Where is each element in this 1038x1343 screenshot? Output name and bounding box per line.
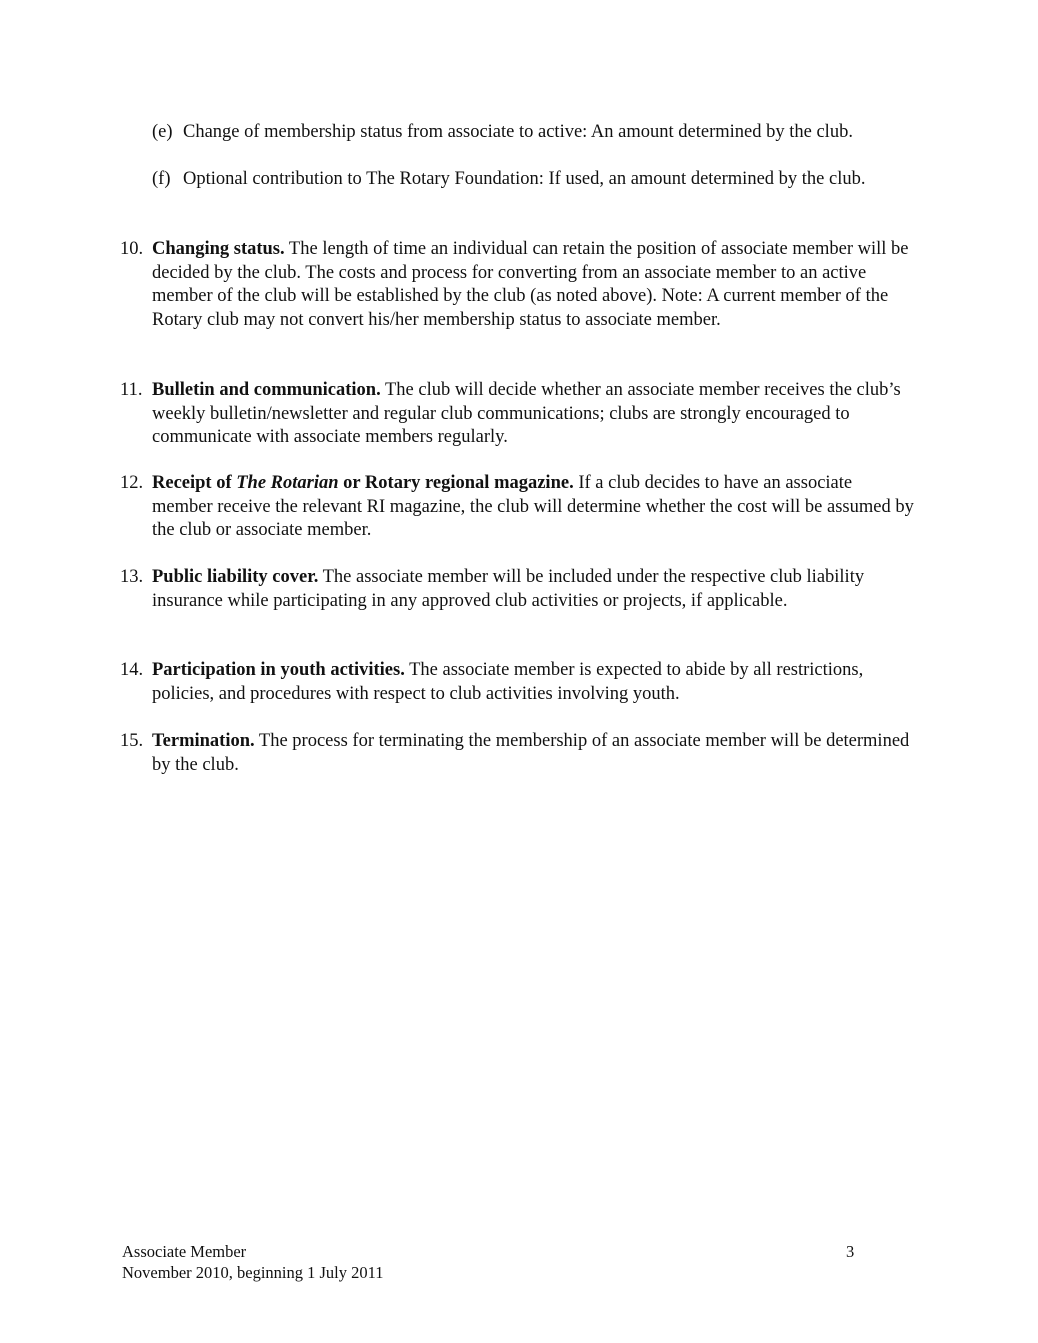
item-heading: Bulletin and communication. <box>152 380 381 400</box>
list-subitem-f <box>152 168 912 192</box>
item-number: 15. <box>120 731 144 751</box>
item-text: The associate member is expected to abide by all restrictions, policies, and procedures with respect to club activities involving youth. <box>152 660 864 704</box>
item-heading: Participation in youth activities. <box>152 660 405 680</box>
subitem-text: Change of membership status from associate to active: An amount determined by the club. <box>183 122 853 142</box>
item-body <box>152 659 915 706</box>
footer-date: November 2010, beginning 1 July 2011 <box>122 1263 384 1282</box>
item-heading: Changing status. <box>152 239 285 259</box>
item-heading: Termination. <box>152 731 255 751</box>
page-footer <box>122 1241 862 1283</box>
list-item-12 <box>120 472 915 543</box>
list-item-14 <box>120 659 915 706</box>
list-subitem-e <box>152 121 912 145</box>
item-number: 14. <box>120 660 144 680</box>
subitem-label: (e) <box>152 122 173 142</box>
list-item-10 <box>120 238 915 332</box>
magazine-title: The Rotarian <box>236 473 339 493</box>
heading-part: or Rotary regional magazine. <box>338 473 574 493</box>
item-number: 10. <box>120 239 144 259</box>
item-body <box>152 472 915 543</box>
item-text: The length of time an individual can retain the position of associate member will be decided by the club. The costs and process for converting from an associate member to an active member of the club will be established by the club (as noted above). Note: A current member of the Rotary club may not convert his/her membership status to associate member. <box>152 239 909 330</box>
item-body <box>152 379 915 450</box>
subitem-label: (f) <box>152 169 171 189</box>
footer-title: Associate Member <box>122 1242 247 1261</box>
item-text: The associate member will be included under the respective club liability insurance while participating in any approved club activities or projects, if applicable. <box>152 567 865 611</box>
list-item-15 <box>120 730 915 777</box>
list-item-11 <box>120 379 915 450</box>
item-number: 12. <box>120 473 144 493</box>
page-number: 3 <box>846 1242 855 1261</box>
item-text: The process for terminating the membership of an associate member will be determined by the club. <box>152 731 910 775</box>
list-item-13 <box>120 566 915 613</box>
item-heading <box>152 473 574 493</box>
item-body <box>152 566 915 613</box>
item-text: The club will decide whether an associate member receives the club’s weekly bulletin/newsletter and regular club communications; clubs are strongly encouraged to communicate with associate members regularly. <box>152 380 901 447</box>
heading-part: Receipt of <box>152 473 237 493</box>
item-number: 11. <box>120 380 143 400</box>
item-body <box>152 730 915 777</box>
item-number: 13. <box>120 567 144 587</box>
item-body <box>152 238 915 332</box>
item-heading: Public liability cover. <box>152 567 319 587</box>
item-text: If a club decides to have an associate member receive the relevant RI magazine, the club will determine whether the cost will be assumed by the club or associate member. <box>152 473 914 540</box>
subitem-text: Optional contribution to The Rotary Foundation: If used, an amount determined by the club. <box>183 169 866 189</box>
